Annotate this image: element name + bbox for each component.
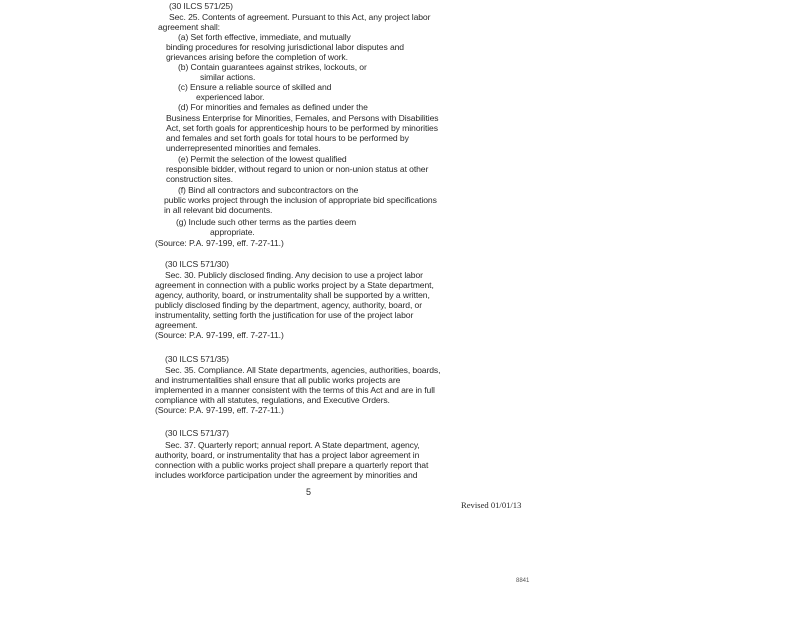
text-line: public works project through the inclusion of appropriate bid specifications — [164, 195, 437, 205]
section-citation: (30 ILCS 571/35) — [165, 354, 229, 364]
text-line: Act, set forth goals for apprenticeship hours to be performed by minorities — [166, 123, 438, 133]
text-line: instrumentality, setting forth the justification for use of the project labor — [155, 310, 414, 320]
text-line: implemented in a manner consistent with the terms of this Act and are in full — [155, 385, 435, 395]
text-line: Business Enterprise for Minorities, Females, and Persons with Disabilities — [166, 113, 439, 123]
text-line: agreement shall: — [158, 22, 220, 32]
source-note: (Source: P.A. 97-199, eff. 7-27-11.) — [155, 405, 284, 415]
text-line: authority, board, or instrumentality that has a project labor agreement in — [155, 450, 420, 460]
text-line: similar actions. — [200, 72, 256, 82]
source-note: (Source: P.A. 97-199, eff. 7-27-11.) — [155, 238, 284, 248]
page-number: 5 — [306, 487, 312, 497]
text-line: and females and set forth goals for total hours to be performed by — [166, 133, 409, 143]
text-line: in all relevant bid documents. — [164, 205, 273, 215]
list-item: (c) Ensure a reliable source of skilled and — [178, 82, 332, 92]
list-item: (f) Bind all contractors and subcontractors on the — [178, 185, 359, 195]
text-line: publicly disclosed finding by the department, agency, authority, board, or — [155, 300, 422, 310]
text-line: grievances arising before the completion of work. — [166, 52, 348, 62]
list-item: (g) Include such other terms as the parties deem — [176, 217, 357, 227]
text-line: binding procedures for resolving jurisdictional labor disputes and — [166, 42, 404, 52]
list-item: (a) Set forth effective, immediate, and mutually — [178, 32, 351, 42]
text-line: includes workforce participation under the agreement by minorities and — [155, 470, 418, 480]
revision-date: Revised 01/01/13 — [461, 500, 522, 510]
text-line: experienced labor. — [196, 92, 265, 102]
text-line: agreement. — [155, 320, 198, 330]
source-note: (Source: P.A. 97-199, eff. 7-27-11.) — [155, 330, 284, 340]
text-line: appropriate. — [210, 227, 255, 237]
list-item: (e) Permit the selection of the lowest qualified — [178, 154, 347, 164]
text-line: responsible bidder, without regard to union or non-union status at other — [166, 164, 429, 174]
section-heading: Sec. 35. Compliance. All State departments, agencies, authorities, boards, — [165, 365, 441, 375]
text-line: and instrumentalities shall ensure that all public works projects are — [155, 375, 401, 385]
section-heading: Sec. 37. Quarterly report; annual report. A State department, agency, — [165, 440, 420, 450]
text-line: agency, authority, board, or instrumentality shall be supported by a written, — [155, 290, 430, 300]
text-line: compliance with all statutes, regulations, and Executive Orders. — [155, 395, 390, 405]
text-line: connection with a public works project shall prepare a quarterly report that — [155, 460, 429, 470]
section-heading: Sec. 25. Contents of agreement. Pursuant to this Act, any project labor — [169, 12, 431, 22]
section-heading: Sec. 30. Publicly disclosed finding. Any decision to use a project labor — [165, 270, 423, 280]
text-line: agreement in connection with a public works project by a State department, — [155, 280, 434, 290]
list-item: (d) For minorities and females as defined under the — [178, 102, 368, 112]
text-line: construction sites. — [166, 174, 233, 184]
section-citation: (30 ILCS 571/30) — [165, 259, 229, 269]
list-item: (b) Contain guarantees against strikes, lockouts, or — [178, 62, 367, 72]
section-citation: (30 ILCS 571/37) — [165, 428, 229, 438]
corner-mark: 8841 — [516, 578, 530, 584]
section-citation: (30 ILCS 571/25) — [169, 1, 233, 11]
text-line: underrepresented minorities and females. — [166, 143, 321, 153]
